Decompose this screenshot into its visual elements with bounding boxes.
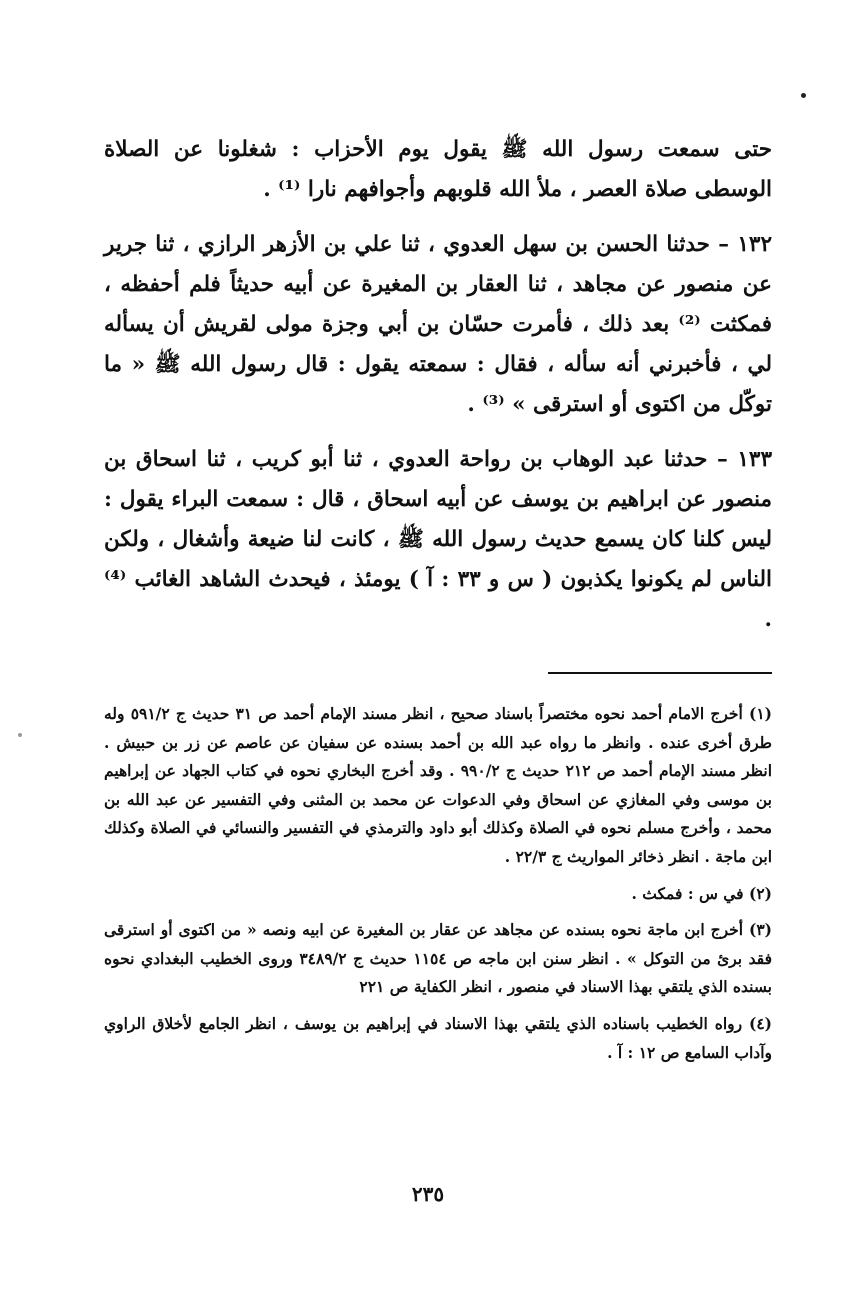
footnote-3: (٣) أخرج ابن ماجة نحوه بسنده عن مجاهد عن عقار بن المغيرة عن ابيه ونصه « من اكتوى أو استرقى فقد برئ من التوكل » . انظر سنن ابن ماجه ص ١١٥٤ حديث ج ٣٤٨٩/٢ وروى الخطيب البغدادي نحوه بسنده الذي يلتقي بهذا الاسناد في منصور ، انظر الكفاية ص ٢٢١ — [104, 920, 772, 997]
page-number: ٢٣٥ — [411, 1182, 445, 1206]
paragraph-continuation: حتى سمعت رسول الله ﷺ يقول يوم الأحزاب : شغلونا عن الصلاة الوسطى صلاة العصر ، ملأ الله قلوبهم وأجوافهم نارا ⁽¹⁾ . — [104, 137, 772, 202]
footnote-1: (١) أخرج الامام أحمد نحوه مختصراً باسناد صحيح ، انظر مسند الإمام أحمد ص ٣١ حديث ج ٥٩١/٢ وله طرق أخرى عنده . وانظر ما رواه عبد الله بن أحمد بسنده عن سفيان عن عاصم عن زر بن حبيش . انظر مسند الإمام أحمد ص ٢١٢ حديث ج ٩٩٠/٢ . وقد أخرج البخاري نحوه في كتاب الجهاد عن إبراهيم بن موسى وفي المغازي عن اسحاق وفي الدعوات عن محمد بن المثنى وفي التفسير عن عبد الله بن محمد ، وأخرج مسلم نحوه في الصلاة وكذلك أبو داود والترمذي في التفسير والنسائي في الصلاة وكذلك ابن ماجة . انظر ذخائر المواريث ج ٢٢/٣ . — [104, 704, 772, 866]
footnote-separator — [548, 672, 772, 674]
ink-dot — [801, 93, 806, 98]
main-text — [104, 130, 772, 640]
footnote-4: (٤) رواه الخطيب باسناده الذي يلتقي بهذا الاسناد في إبراهيم بن يوسف ، انظر الجامع لأخلاق الراوي وآداب السامع ص ١٢ : آ . — [104, 1013, 772, 1062]
paragraph-hadith-132: ١٣٢ – حدثنا الحسن بن سهل العدوي ، ثنا علي بن الأزهر الرازي ، ثنا جرير عن منصور عن مجاهد ، ثنا العقار بن المغيرة عن أبيه حديثاً فلم أحفظه ، فمكثت ⁽²⁾ بعد ذلك ، فأمرت حسّان بن أبي وجزة مولى لقريش أن يسأله لي ، فأخبرني أنه سأله ، فقال : سمعته يقول : قال رسول الله ﷺ « ما توكّل من اكتوى أو استرقى » ⁽³⁾ . — [104, 232, 772, 417]
scan-speck — [18, 733, 22, 737]
footnotes — [104, 700, 772, 1067]
paragraph-hadith-133: ١٣٣ – حدثنا عبد الوهاب بن رواحة العدوي ، ثنا أبو كريب ، ثنا اسحاق بن منصور عن ابراهيم بن يوسف عن أبيه اسحاق ، قال : سمعت البراء يقول : ليس كلنا كان يسمع حديث رسول الله ﷺ ، كانت لنا ضيعة وأشغال ، ولكن الناس لم يكونوا يكذبون ( س و ٣٣ : آ ) يومئذ ، فيحدث الشاهد الغائب ⁽⁴⁾ . — [104, 447, 773, 632]
footnote-2: (٢) في س : فمكث . — [631, 883, 772, 903]
